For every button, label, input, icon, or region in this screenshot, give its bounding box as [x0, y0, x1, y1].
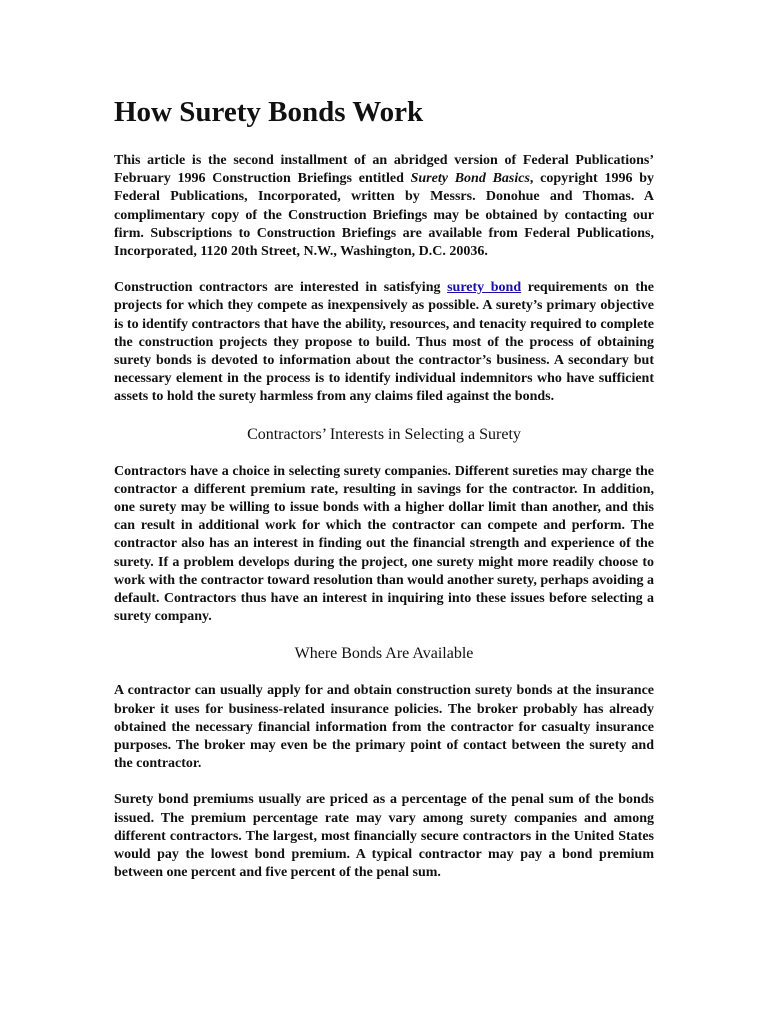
- where-available-paragraph: A contractor can usually apply for and obtain construction surety bonds at the insurance broker it uses for business-related insurance policies. The broker probably has already obtained the necessary financial information from the contractor for casualty insurance purposes. The broker may even be the primary point of contact between the surety and the contractor.: [114, 683, 654, 772]
- article-title: How Surety Bonds Work: [114, 96, 424, 128]
- section-heading-where-available: Where Bonds Are Available: [294, 645, 474, 663]
- surety-bond-link[interactable]: surety bond: [447, 280, 522, 296]
- publication-title: Surety Bond Basics: [410, 171, 530, 187]
- intro-text-end: , copyright 1996 by Federal Publications, Incorporated, written by Messrs. Donohue and Thomas. A complimentary copy of the Construction Briefings may be obtained by contacting our firm. Subscriptions to Construction Briefings are available from Federal Publications, Incorporated, 1120 20th Street, N.W., Washington, D.C. 20036.: [114, 171, 654, 260]
- overview-text-start: Construction contractors are interested in satisfying: [114, 280, 448, 296]
- intro-paragraph: [114, 152, 654, 261]
- overview-paragraph: [114, 279, 654, 406]
- section-heading-selecting-surety: Contractors’ Interests in Selecting a Surety: [247, 425, 521, 443]
- overview-text-end: requirements on the projects for which they compete as inexpensively as possible. A surety’s primary objective is to identify contractors that have the ability, resources, and tenacity required to complete the construction projects they propose to build. Thus most of the process of obtaining surety bonds is devoted to information about the contractor’s business. A secondary but necessary element in the process is to identify individual indemnitors who have sufficient assets to hold the surety harmless from any claims filed against the bonds.: [114, 280, 654, 405]
- premiums-paragraph: Surety bond premiums usually are priced as a percentage of the penal sum of the bonds issued. The premium percentage rate may vary among surety companies and among different contractors. The largest, most financially secure contractors in the United States would pay the lowest bond premium. A typical contractor may pay a bond premium between one percent and five percent of the penal sum.: [114, 792, 654, 881]
- selecting-surety-paragraph: Contractors have a choice in selecting surety companies. Different sureties may charge the contractor a different premium rate, resulting in savings for the contractor. In addition, one surety may be willing to issue bonds with a higher dollar limit than another, and this can result in additional work for which the contractor can compete and perform. The contractor also has an interest in finding out the financial strength and experience of the surety. If a problem develops during the project, one surety might more readily choose to work with the contractor toward resolution than would another surety, perhaps avoiding a default. Contractors thus have an interest in inquiring into these issues before selecting a surety company.: [114, 463, 654, 625]
- intro-text-start: This article is the second installment of an abridged version of Federal Publications’ February 1996 Construction Briefings entitled: [114, 153, 654, 187]
- article-body: [114, 94, 654, 901]
